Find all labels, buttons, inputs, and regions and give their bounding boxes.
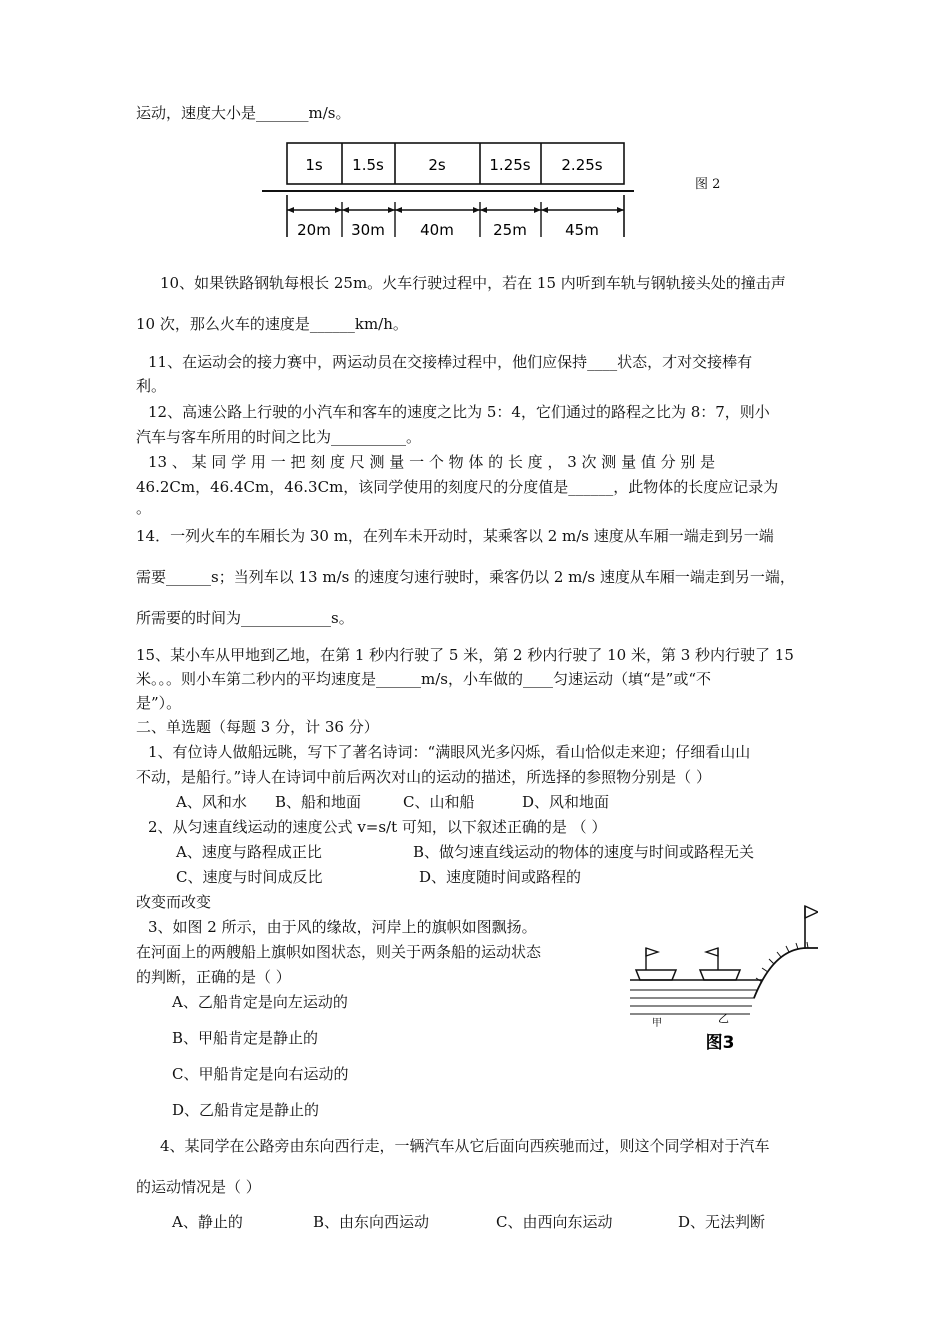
q15-line3: 是”）。 [136, 694, 182, 712]
mc4-option-d: D、无法判断 [678, 1213, 766, 1231]
q14-line3: 所需要的时间为____________s。 [136, 609, 354, 627]
fig2-dist-1: 20m [297, 221, 331, 239]
fig3-label-yi: 乙 [718, 1012, 729, 1025]
mc3-option-b: B、甲船肯定是静止的 [172, 1029, 319, 1047]
mc2-option-b: B、做匀速直线运动的物体的速度与时间或路程无关 [413, 843, 755, 861]
fig2-dist-3: 40m [420, 221, 454, 239]
mc3-line2: 在河面上的两艘船上旗帜如图状态，则关于两条船的运动状态 [136, 943, 542, 961]
q13-line2: 46.2Cm，46.4Cm，46.3Cm，该同学使用的刻度尺的分度值是______，此物体的长度应记录为 [136, 478, 779, 496]
q13-line3: 。 [136, 499, 152, 517]
q11-line2: 利。 [136, 377, 167, 395]
q12-line2: 汽车与客车所用的时间之比为__________。 [136, 428, 422, 446]
fig2-time-5: 2.25s [561, 156, 603, 174]
mc4-option-a: A、静止的 [172, 1213, 243, 1231]
fig2-diagram [262, 140, 634, 240]
fig3-caption: 图3 [705, 1033, 735, 1053]
fig2-dist-2: 30m [351, 221, 385, 239]
mc1-option-c: C、山和船 [403, 793, 475, 811]
mc4-option-c: C、由西向东运动 [496, 1213, 613, 1231]
fig2-time-2: 1.5s [352, 156, 384, 174]
q13-line1: 13 、 某 同 学 用 一 把 刻 度 尺 测 量 一 个 物 体 的 长 度 ， 3 次 测 量 值 分 别 是 [148, 453, 716, 471]
fig2-time-4: 1.25s [489, 156, 531, 174]
fig2-time-3: 2s [428, 156, 446, 174]
q10-line2: 10 次，那么火车的速度是______km/h。 [136, 315, 408, 333]
mc3-option-a: A、乙船肯定是向左运动的 [172, 993, 348, 1011]
mc2-stem: 2、从匀速直线运动的速度公式 v=s/t 可知，以下叙述正确的是 （ ） [148, 818, 607, 836]
fig2-caption: 图 2 [695, 177, 721, 192]
q14-line2: 需要______s；当列车以 13 m/s 的速度匀速行驶时，乘客仍以 2 m/s 速度从车厢一端走到另一端， [136, 568, 795, 586]
q10-line1: 10、如果铁路钢轨每根长 25m。火车行驶过程中，若在 15 内听到车轨与钢轨接头处的撞击声 [160, 274, 786, 292]
mc2-option-c: C、速度与时间成反比 [176, 868, 323, 886]
fig3-label-jia: 甲 [652, 1018, 662, 1029]
q9-tail: 运动，速度大小是_______m/s。 [136, 104, 351, 122]
mc4-line2: 的运动情况是（ ） [136, 1178, 261, 1196]
section2-heading: 二、单选题（每题 3 分，计 36 分） [136, 718, 379, 736]
q15-line1: 15、某小车从甲地到乙地，在第 1 秒内行驶了 5 米，第 2 秒内行驶了 10 米，第 3 秒内行驶了 15 [136, 646, 794, 664]
mc1-line2: 不动，是船行。”诗人在诗词中前后两次对山的运动的描述，所选择的参照物分别是（ ） [136, 768, 711, 786]
mc3-line1: 3、如图 2 所示，由于风的缘故，河岸上的旗帜如图飘扬。 [148, 918, 537, 936]
mc2-option-d-cont: 改变而改变 [136, 893, 212, 911]
mc1-option-d: D、风和地面 [522, 793, 610, 811]
q14-line1: 14．一列火车的车厢长为 30 m，在列车未开动时，某乘客以 2 m/s 速度从车厢一端走到另一端 [136, 527, 774, 545]
mc2-option-d: D、速度随时间或路程的 [419, 868, 582, 886]
mc1-option-b: B、船和地面 [275, 793, 362, 811]
mc4-option-b: B、由东向西运动 [313, 1213, 430, 1231]
mc3-line3: 的判断，正确的是（ ） [136, 968, 291, 986]
mc4-line1: 4、某同学在公路旁由东向西行走，一辆汽车从它后面向西疾驰而过，则这个同学相对于汽车 [160, 1137, 770, 1155]
mc1-line1: 1、有位诗人做船远眺，写下了著名诗词：“满眼风光多闪烁，看山恰似走来迎；仔细看山山 [148, 743, 751, 761]
fig2-dist-4: 25m [493, 221, 527, 239]
fig2-dist-5: 45m [565, 221, 599, 239]
mc1-option-a: A、风和水 [176, 793, 247, 811]
q15-line2: 米。。。则小车第二秒内的平均速度是______m/s，小车做的____匀速运动（填“是”或“不 [136, 670, 711, 688]
fig3-diagram [622, 898, 818, 1058]
mc2-option-a: A、速度与路程成正比 [176, 843, 322, 861]
fig2-time-1: 1s [305, 156, 323, 174]
q11-line1: 11、在运动会的接力赛中，两运动员在交接棒过程中，他们应保持____状态，才对交接棒有 [148, 353, 753, 371]
mc3-option-c: C、甲船肯定是向右运动的 [172, 1065, 349, 1083]
q12-line1: 12、高速公路上行驶的小汽车和客车的速度之比为 5：4，它们通过的路程之比为 8：7，则小 [148, 403, 770, 421]
mc3-option-d: D、乙船肯定是静止的 [172, 1101, 320, 1119]
